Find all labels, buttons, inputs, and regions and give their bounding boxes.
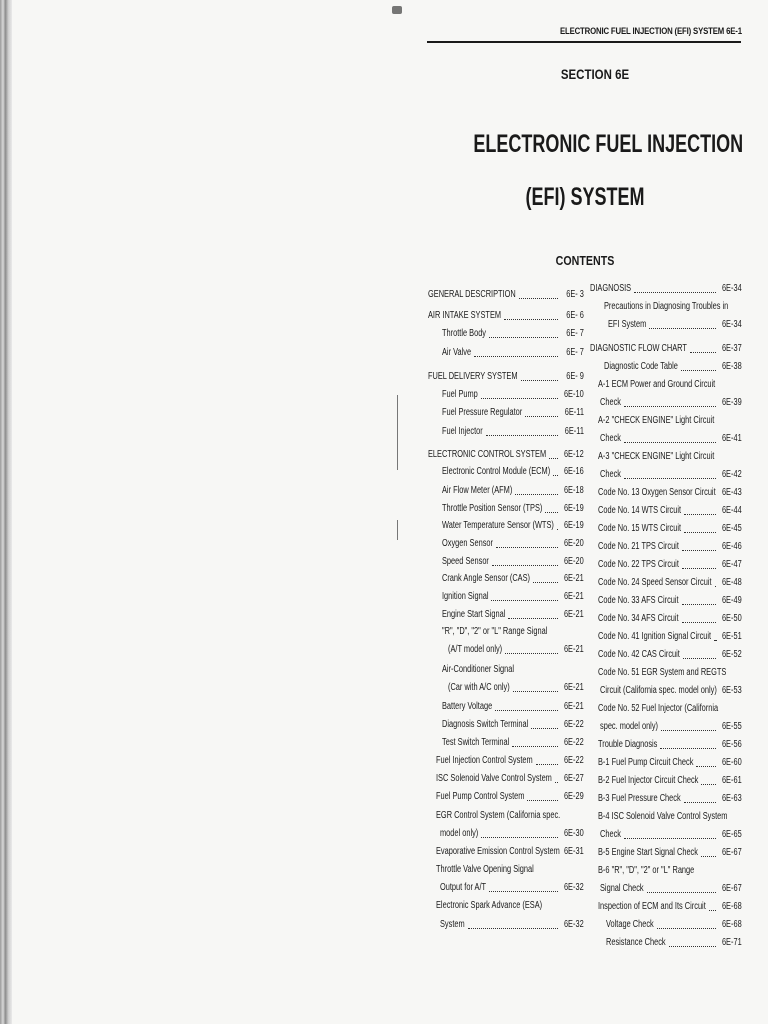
toc-entry: [428, 501, 584, 517]
toc-entry-page: 6E-11: [564, 426, 584, 437]
toc-dot-leader: [521, 380, 558, 381]
toc-entry: [590, 647, 742, 663]
toc-entry-label: Trouble Diagnosis: [598, 739, 658, 750]
toc-entry: [428, 589, 584, 605]
toc-entry: [590, 341, 742, 357]
toc-dot-leader: [525, 416, 558, 417]
toc-dot-leader: [545, 512, 558, 513]
toc-entry-label: Code No. 15 WTS Circuit: [598, 523, 682, 534]
toc-entry: [428, 862, 584, 878]
toc-entry-label: Diagnostic Code Table: [604, 361, 678, 372]
toc-dot-leader: [624, 442, 716, 443]
toc-dot-leader: [557, 529, 558, 530]
toc-entry-label: Inspection of ECM and Its Circuit: [598, 901, 706, 912]
toc-entry: [590, 575, 742, 591]
toc-entry-label: Fuel Injection Control System: [436, 755, 533, 766]
toc-entry-label: Test Switch Terminal: [442, 737, 510, 748]
toc-entry: [428, 607, 584, 623]
toc-entry-page: 6E-11: [564, 407, 584, 418]
toc-entry-page: 6E-67: [722, 847, 742, 858]
toc-dot-leader: [649, 328, 716, 329]
toc-entry: [590, 755, 742, 771]
toc-entry-page: 6E-34: [722, 319, 742, 330]
toc-dot-leader: [684, 802, 716, 803]
margin-mark: [397, 395, 398, 470]
toc-entry-page: 6E-18: [564, 485, 584, 496]
toc-entry: [590, 773, 742, 789]
toc-entry: [428, 447, 584, 463]
toc-entry-label: System: [440, 919, 465, 930]
toc-dot-leader: [709, 910, 716, 911]
scan-speck: [392, 6, 402, 14]
toc-entry-page: 6E-65: [722, 829, 742, 840]
toc-entry-page: 6E-51: [722, 631, 742, 642]
toc-entry-page: 6E-32: [564, 919, 584, 930]
page-subtitle: (EFI) SYSTEM: [525, 183, 645, 211]
toc-dot-leader: [681, 370, 716, 371]
toc-entry-page: 6E-21: [564, 682, 584, 693]
toc-dot-leader: [536, 764, 558, 765]
toc-entry-label: Signal Check: [600, 883, 644, 894]
toc-dot-leader: [496, 547, 558, 548]
toc-entry-page: 6E-41: [722, 433, 742, 444]
toc-entry-label: Speed Sensor: [442, 556, 489, 567]
toc-entry-label: Check: [600, 829, 621, 840]
toc-entry-page: 6E-21: [564, 644, 584, 655]
toc-entry-page: 6E-52: [722, 649, 742, 660]
toc-entry: [590, 899, 742, 915]
toc-entry: [590, 863, 742, 879]
toc-dot-leader: [481, 837, 558, 838]
toc-entry-page: 6E-10: [564, 389, 584, 400]
toc-dot-leader: [495, 710, 558, 711]
toc-entry-page: 6E-43: [722, 487, 742, 498]
toc-entry: [428, 917, 584, 933]
running-header: ELECTRONIC FUEL INJECTION (EFI) SYSTEM 6E-1: [560, 26, 742, 37]
toc-entry-page: 6E-55: [722, 721, 742, 732]
toc-dot-leader: [492, 565, 558, 566]
toc-entry-label: DIAGNOSTIC FLOW CHART: [590, 343, 687, 354]
toc-dot-leader: [661, 730, 716, 731]
toc-dot-leader: [684, 514, 716, 515]
toc-dot-leader: [533, 582, 558, 583]
toc-entry-page: 6E-37: [722, 343, 742, 354]
toc-entry: [428, 387, 584, 403]
toc-entry-label: Code No. 22 TPS Circuit: [598, 559, 679, 570]
toc-entry-label: A-2 "CHECK ENGINE" Light Circuit: [598, 415, 715, 426]
toc-entry: [590, 845, 742, 861]
toc-entry: [590, 485, 742, 501]
toc-entry: [590, 395, 742, 411]
toc-entry: [428, 808, 584, 824]
toc-entry-label: Evaporative Emission Control System: [436, 846, 560, 857]
toc-entry-page: 6E-67: [722, 883, 742, 894]
toc-entry: [590, 503, 742, 519]
toc-entry-label: Fuel Pump Control System: [436, 791, 525, 802]
toc-entry-label: B-6 "R", "D", "2" or "L" Range: [598, 865, 695, 876]
toc-dot-leader: [624, 838, 716, 839]
toc-entry: [590, 359, 742, 375]
toc-entry-label: Resistance Check: [606, 937, 666, 948]
toc-entry-label: Air Flow Meter (AFM): [442, 485, 513, 496]
toc-entry-page: 6E-12: [564, 449, 584, 460]
toc-entry-page: 6E-27: [564, 773, 584, 784]
toc-entry-label: Precautions in Diagnosing Troubles in: [604, 301, 729, 312]
toc-dot-leader: [624, 478, 716, 479]
toc-entry: [428, 624, 584, 640]
toc-dot-leader: [505, 653, 558, 654]
toc-entry: [428, 483, 584, 499]
toc-entry-page: 6E- 7: [566, 328, 584, 339]
toc-entry-page: 6E-68: [722, 901, 742, 912]
toc-dot-leader: [515, 494, 558, 495]
toc-entry-page: 6E-21: [564, 591, 584, 602]
toc-entry-page: 6E-71: [722, 937, 742, 948]
contents-heading: CONTENTS: [555, 253, 615, 268]
toc-entry-page: 6E-21: [564, 573, 584, 584]
toc-entry-page: 6E-22: [564, 719, 584, 730]
toc-entry-page: 6E-42: [722, 469, 742, 480]
toc-entry-label: (A/T model only): [448, 644, 503, 655]
toc-entry: [428, 662, 584, 678]
toc-dot-leader: [531, 728, 558, 729]
toc-dot-leader: [701, 856, 716, 857]
toc-dot-leader: [701, 784, 716, 785]
toc-entry-label: Electronic Spark Advance (ESA): [436, 900, 543, 911]
toc-entry-page: 6E-20: [564, 556, 584, 567]
toc-entry: [428, 789, 584, 805]
toc-entry-label: EGR Control System (California spec.: [436, 810, 561, 821]
toc-entry: [428, 536, 584, 552]
toc-dot-leader: [634, 292, 716, 293]
toc-entry: [590, 683, 742, 699]
toc-entry-label: Code No. 33 AFS Circuit: [598, 595, 679, 606]
toc-entry-page: 6E-16: [564, 466, 584, 477]
toc-entry: [590, 539, 742, 555]
toc-entry: [590, 431, 742, 447]
toc-dot-leader: [504, 319, 558, 320]
toc-entry-page: 6E-53: [722, 685, 742, 696]
toc-dot-leader: [513, 691, 558, 692]
toc-dot-leader: [690, 352, 716, 353]
toc-dot-leader: [489, 337, 558, 338]
toc-entry-page: 6E- 7: [566, 347, 584, 358]
toc-entry-label: Code No. 21 TPS Circuit: [598, 541, 679, 552]
toc-entry: [428, 405, 584, 421]
toc-entry: [428, 771, 584, 787]
toc-entry-label: spec. model only): [600, 721, 658, 732]
toc-entry-page: 6E-20: [564, 538, 584, 549]
toc-entry-page: 6E-61: [722, 775, 742, 786]
toc-entry-label: Diagnosis Switch Terminal: [442, 719, 529, 730]
toc-entry-page: 6E-34: [722, 283, 742, 294]
toc-dot-leader: [683, 658, 716, 659]
toc-entry-page: 6E-30: [564, 828, 584, 839]
toc-entry-label: Fuel Pressure Regulator: [442, 407, 523, 418]
toc-entry-label: A-3 "CHECK ENGINE" Light Circuit: [598, 451, 715, 462]
toc-entry: [428, 680, 584, 696]
toc-entry-label: B-2 Fuel Injector Circuit Check: [598, 775, 699, 786]
toc-entry: [590, 299, 742, 315]
toc-entry: [428, 699, 584, 715]
toc-entry-label: Code No. 24 Speed Sensor Circuit: [598, 577, 712, 588]
toc-entry-label: ISC Solenoid Valve Control System: [436, 773, 552, 784]
toc-entry-page: 6E- 9: [566, 371, 584, 382]
toc-entry-label: Check: [600, 433, 621, 444]
toc-entry: [590, 665, 742, 681]
header-rule: [427, 41, 741, 43]
toc-entry: [428, 571, 584, 587]
toc-entry: [428, 424, 584, 440]
toc-entry-page: 6E-47: [722, 559, 742, 570]
toc-entry: [590, 281, 742, 297]
toc-entry-label: "R", "D", "2" or "L" Range Signal: [442, 626, 548, 637]
toc-dot-leader: [624, 406, 716, 407]
toc-entry-label: Throttle Valve Opening Signal: [436, 864, 534, 875]
toc-entry-label: B-5 Engine Start Signal Check: [598, 847, 698, 858]
toc-entry-label: Fuel Injector: [442, 426, 483, 437]
toc-entry-page: 6E-60: [722, 757, 742, 768]
toc-entry-page: 6E-49: [722, 595, 742, 606]
toc-entry-page: 6E-19: [564, 520, 584, 531]
toc-entry-label: B-3 Fuel Pressure Check: [598, 793, 681, 804]
toc-entry: [590, 791, 742, 807]
toc-entry: [428, 735, 584, 751]
toc-dot-leader: [481, 398, 558, 399]
toc-entry-label: GENERAL DESCRIPTION: [428, 289, 516, 300]
toc-entry-label: Fuel Pump: [442, 389, 478, 400]
toc-entry: [590, 629, 742, 645]
toc-entry-label: (Car with A/C only): [448, 682, 510, 693]
toc-entry: [428, 844, 584, 860]
toc-entry-label: Check: [600, 469, 621, 480]
toc-entry-label: Code No. 41 Ignition Signal Circuit: [598, 631, 712, 642]
page-title: ELECTRONIC FUEL INJECTION: [473, 130, 744, 158]
toc-entry: [590, 827, 742, 843]
toc-entry-label: Air Valve: [442, 347, 472, 358]
toc-entry: [428, 880, 584, 896]
toc-entry-page: 6E-68: [722, 919, 742, 930]
toc-entry-label: Circuit (California spec. model only): [600, 685, 717, 696]
toc-entry: [590, 377, 742, 393]
toc-entry-label: A-1 ECM Power and Ground Circuit: [598, 379, 716, 390]
toc-entry: [428, 326, 584, 342]
toc-entry-page: 6E-48: [722, 577, 742, 588]
toc-entry-label: Ignition Signal: [442, 591, 489, 602]
toc-entry-label: Code No. 13 Oxygen Sensor Circuit: [598, 487, 716, 498]
toc-entry-label: Code No. 14 WTS Circuit: [598, 505, 682, 516]
toc-dot-leader: [555, 782, 558, 783]
toc-entry: [428, 518, 584, 534]
toc-entry: [428, 464, 584, 480]
toc-entry: [428, 308, 584, 324]
toc-entry: [590, 611, 742, 627]
toc-entry-label: Engine Start Signal: [442, 609, 506, 620]
toc-entry: [428, 717, 584, 733]
toc-entry: [590, 557, 742, 573]
toc-entry-label: Code No. 34 AFS Circuit: [598, 613, 679, 624]
toc-entry-page: 6E-63: [722, 793, 742, 804]
toc-entry-label: Battery Voltage: [442, 701, 493, 712]
toc-entry: [590, 935, 742, 951]
toc-dot-leader: [684, 532, 716, 533]
margin-mark: [397, 520, 398, 540]
toc-entry-label: Check: [600, 397, 621, 408]
toc-entry: [590, 737, 742, 753]
toc-entry: [590, 809, 742, 825]
toc-entry-label: Crank Angle Sensor (CAS): [442, 573, 531, 584]
toc-entry: [428, 369, 584, 385]
toc-entry: [590, 521, 742, 537]
toc-dot-leader: [527, 800, 558, 801]
toc-dot-leader: [682, 622, 716, 623]
toc-entry-page: 6E-22: [564, 737, 584, 748]
toc-dot-leader: [553, 475, 558, 476]
toc-entry-page: 6E- 3: [566, 289, 584, 300]
toc-entry-label: EFI System: [608, 319, 647, 330]
toc-entry-page: 6E-22: [564, 755, 584, 766]
page-binding-edge: [0, 0, 12, 1024]
toc-entry-page: 6E- 6: [566, 310, 584, 321]
toc-entry-label: FUEL DELIVERY SYSTEM: [428, 371, 518, 382]
toc-entry: [590, 449, 742, 465]
toc-entry-page: 6E-38: [722, 361, 742, 372]
toc-entry: [428, 826, 584, 842]
toc-dot-leader: [549, 458, 558, 459]
toc-dot-leader: [682, 604, 716, 605]
toc-entry-page: 6E-29: [564, 791, 584, 802]
toc-entry-page: 6E-56: [722, 739, 742, 750]
toc-entry-label: B-1 Fuel Pump Circuit Check: [598, 757, 694, 768]
toc-entry: [590, 593, 742, 609]
toc-entry: [590, 917, 742, 933]
toc-entry-page: 6E-50: [722, 613, 742, 624]
toc-entry: [590, 719, 742, 735]
toc-entry-label: Water Temperature Sensor (WTS): [442, 520, 554, 531]
toc-entry: [590, 413, 742, 429]
toc-dot-leader: [669, 946, 716, 947]
toc-entry: [428, 898, 584, 914]
toc-dot-leader: [474, 356, 558, 357]
toc-entry-page: 6E-39: [722, 397, 742, 408]
toc-entry-page: 6E-21: [564, 609, 584, 620]
toc-dot-leader: [491, 600, 558, 601]
toc-entry: [428, 345, 584, 361]
toc-dot-leader: [519, 298, 558, 299]
toc-dot-leader: [682, 568, 716, 569]
toc-entry: [428, 642, 584, 658]
toc-entry-label: B-4 ISC Solenoid Valve Control System: [598, 811, 728, 822]
toc-entry-label: Voltage Check: [606, 919, 654, 930]
section-label: SECTION 6E: [560, 66, 630, 82]
toc-entry: [590, 317, 742, 333]
toc-entry-label: Air-Conditioner Signal: [442, 664, 514, 675]
toc-entry-label: Throttle Position Sensor (TPS): [442, 503, 543, 514]
toc-dot-leader: [647, 892, 716, 893]
toc-entry: [590, 701, 742, 717]
toc-entry-page: 6E-31: [564, 846, 584, 857]
toc-dot-leader: [508, 618, 558, 619]
toc-dot-leader: [696, 766, 716, 767]
toc-entry-label: Oxygen Sensor: [442, 538, 494, 549]
toc-entry-page: 6E-32: [564, 882, 584, 893]
toc-dot-leader: [715, 586, 716, 587]
toc-entry-label: Output for A/T: [440, 882, 487, 893]
toc-entry: [428, 753, 584, 769]
toc-dot-leader: [468, 928, 558, 929]
toc-entry: [428, 287, 584, 303]
toc-dot-leader: [512, 746, 558, 747]
toc-entry-page: 6E-21: [564, 701, 584, 712]
toc-dot-leader: [660, 748, 716, 749]
toc-dot-leader: [489, 891, 558, 892]
toc-entry-label: Code No. 52 Fuel Injector (California: [598, 703, 719, 714]
toc-entry-label: DIAGNOSIS: [590, 283, 632, 294]
toc-entry-label: Throttle Body: [442, 328, 487, 339]
toc-entry: [590, 881, 742, 897]
toc-entry-page: 6E-46: [722, 541, 742, 552]
toc-entry-page: 6E-45: [722, 523, 742, 534]
toc-entry-label: Electronic Control Module (ECM): [442, 466, 551, 477]
toc-entry-label: AIR INTAKE SYSTEM: [428, 310, 502, 321]
toc-entry-label: ELECTRONIC CONTROL SYSTEM: [428, 449, 547, 460]
toc-entry-label: Code No. 51 EGR System and REGTS: [598, 667, 727, 678]
toc-entry-label: model only): [440, 828, 479, 839]
toc-dot-leader: [486, 435, 558, 436]
toc-entry-page: 6E-44: [722, 505, 742, 516]
toc-entry: [590, 467, 742, 483]
toc-dot-leader: [657, 928, 716, 929]
toc-dot-leader: [682, 550, 716, 551]
toc-dot-leader: [714, 640, 716, 641]
toc-entry-page: 6E-19: [564, 503, 584, 514]
toc-entry: [428, 554, 584, 570]
toc-entry-label: Code No. 42 CAS Circuit: [598, 649, 680, 660]
